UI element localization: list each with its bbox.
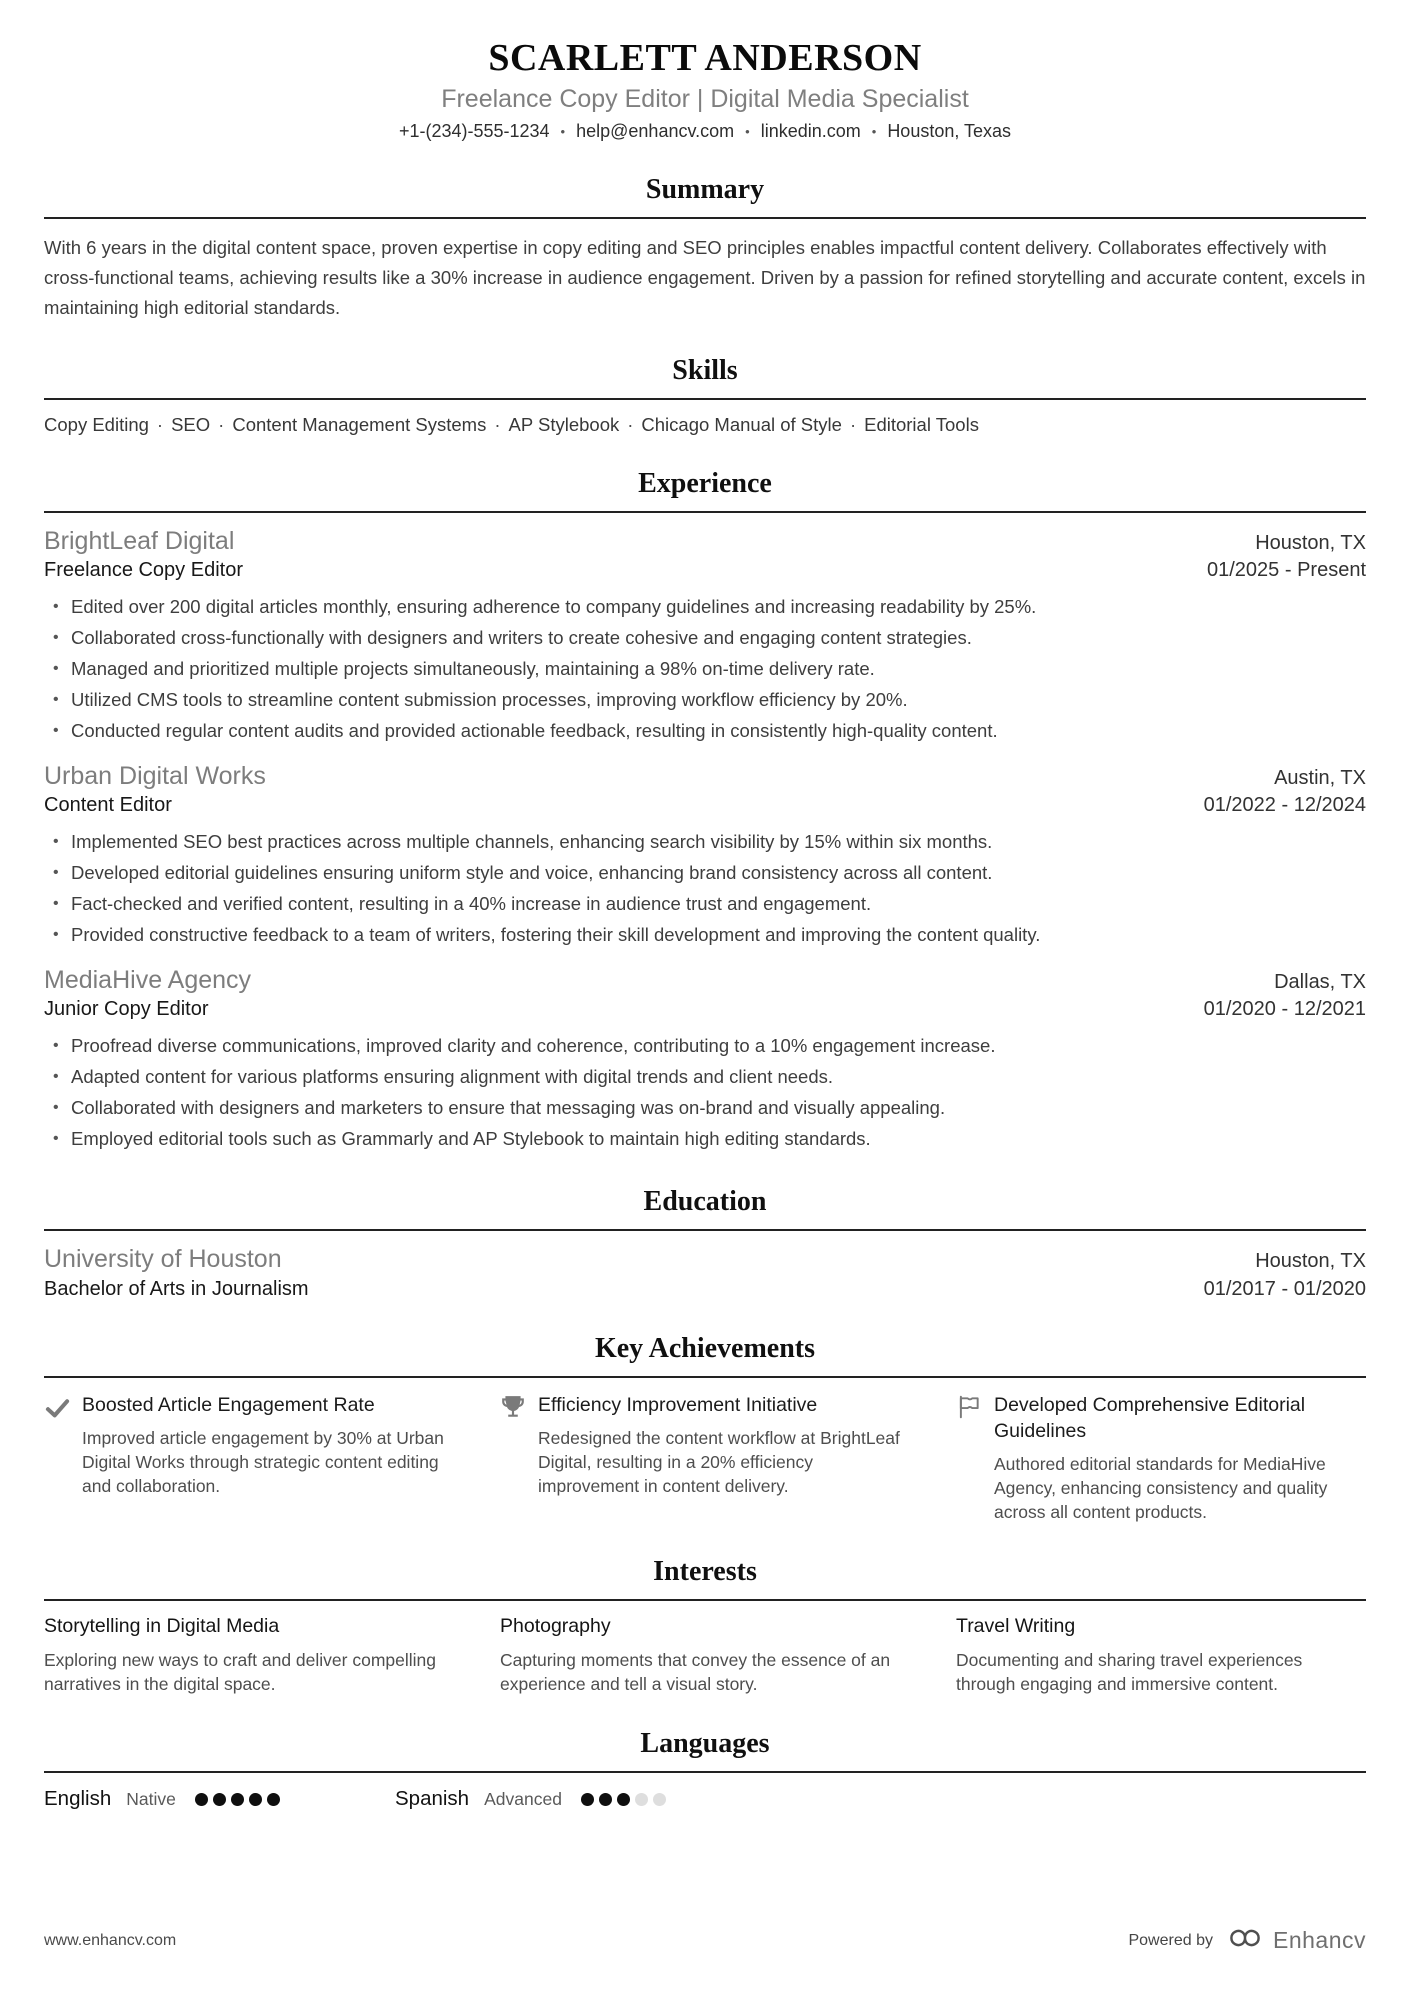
achievement-item — [956, 1392, 1366, 1524]
job-bullet: • Implemented SEO best practices across multiple channels, enhancing search visibility by 15% within six months. — [44, 826, 1366, 857]
job-location: Austin, TX — [1274, 767, 1366, 789]
section-key-achievements — [44, 1333, 1366, 1524]
interest-item — [500, 1615, 910, 1696]
job-bullet: • Collaborated cross-functionally with designers and writers to create cohesive and engaging content strategies. — [44, 622, 1366, 653]
language-proficiency-dots — [581, 1793, 666, 1806]
interests-grid — [44, 1615, 1366, 1696]
contact-separator-dot: • — [871, 124, 877, 139]
section-languages — [44, 1728, 1366, 1811]
job-bullet: • Utilized CMS tools to streamline content submission processes, improving workflow efficiency by 20%. — [44, 684, 1366, 715]
skills-title: Skills — [672, 355, 738, 386]
section-interests — [44, 1556, 1366, 1696]
company-name: MediaHive Agency — [44, 966, 252, 994]
proficiency-dot-filled — [581, 1793, 594, 1806]
person-headline: Freelance Copy Editor | Digital Media Specialist — [441, 85, 969, 113]
language-name: English — [44, 1787, 112, 1810]
job-entry — [44, 966, 1366, 1154]
enhancv-brand-link[interactable] — [1225, 1926, 1366, 1955]
achievements-grid — [44, 1392, 1366, 1524]
interest-item — [956, 1615, 1366, 1696]
proficiency-dot-filled — [213, 1793, 226, 1806]
achievement-title: Developed Comprehensive Editorial Guidelines — [994, 1394, 1306, 1442]
job-bullet: • Conducted regular content audits and provided actionable feedback, resulting in consistently high-quality content. — [44, 715, 1366, 746]
summary-title: Summary — [645, 174, 765, 205]
interest-title: Photography — [500, 1615, 611, 1637]
school-location: Houston, TX — [1255, 1250, 1366, 1272]
skills-separator-dot: · — [218, 414, 225, 435]
section-skills — [44, 355, 1366, 436]
job-bullet: • Provided constructive feedback to a team of writers, fostering their skill development and improving the content quality. — [44, 919, 1366, 950]
skills-separator-dot: · — [627, 414, 634, 435]
section-divider — [44, 1376, 1366, 1378]
job-location: Houston, TX — [1255, 532, 1366, 554]
language-item — [44, 1787, 395, 1811]
contact-row — [44, 121, 1366, 142]
job-title-row — [44, 791, 1366, 817]
proficiency-dot-empty — [653, 1793, 666, 1806]
job-entry — [44, 527, 1366, 746]
language-level: Advanced — [484, 1788, 562, 1809]
job-title-row — [44, 556, 1366, 582]
achievement-title: Boosted Article Engagement Rate — [82, 1394, 375, 1416]
degree-name: Bachelor of Arts in Journalism — [44, 1278, 309, 1300]
job-dates: 01/2022 - 12/2024 — [1203, 794, 1366, 816]
achievement-description: Improved article engagement by 30% at Urban Digital Works through strategic content editing and collaboration. — [82, 1428, 444, 1496]
person-name: SCARLETT ANDERSON — [488, 37, 922, 79]
section-education — [44, 1186, 1366, 1301]
experience-title: Experience — [638, 468, 772, 499]
interest-description: Documenting and sharing travel experiences through engaging and immersive content. — [956, 1650, 1303, 1694]
achievement-description: Redesigned the content workflow at BrightLeaf Digital, resulting in a 20% efficiency improvement in content delivery. — [538, 1428, 900, 1496]
company-name: BrightLeaf Digital — [44, 527, 235, 555]
skill-item: Editorial Tools — [864, 414, 979, 435]
proficiency-dot-filled — [617, 1793, 630, 1806]
proficiency-dot-empty — [635, 1793, 648, 1806]
contact-email[interactable]: help@enhancv.com — [576, 121, 735, 141]
proficiency-dot-filled — [231, 1793, 244, 1806]
achievement-body — [994, 1392, 1366, 1524]
experience-jobs — [44, 527, 1366, 1154]
proficiency-dot-filled — [599, 1793, 612, 1806]
interests-title: Interests — [653, 1556, 757, 1587]
education-entry — [44, 1245, 1366, 1274]
section-divider — [44, 217, 1366, 219]
job-bullet: • Collaborated with designers and marketers to ensure that messaging was on-brand and visually appealing. — [44, 1092, 1366, 1123]
education-dates: 01/2017 - 01/2020 — [1203, 1278, 1366, 1300]
interest-description: Exploring new ways to craft and deliver compelling narratives in the digital space. — [44, 1650, 436, 1694]
section-divider — [44, 1599, 1366, 1601]
flag-icon — [956, 1392, 994, 1425]
section-summary — [44, 174, 1366, 323]
achievement-item — [500, 1392, 910, 1524]
skills-separator-dot: · — [156, 414, 164, 435]
contact-separator-dot: • — [560, 124, 566, 139]
job-bullet: • Managed and prioritized multiple projects simultaneously, maintaining a 98% on-time delivery rate. — [44, 653, 1366, 684]
education-degree-row — [44, 1274, 1366, 1301]
check-icon — [44, 1392, 82, 1426]
language-level: Native — [126, 1788, 176, 1809]
job-header-row — [44, 527, 1366, 556]
language-name: Spanish — [395, 1787, 470, 1810]
skill-item: Copy Editing — [44, 414, 149, 435]
job-bullet: • Edited over 200 digital articles monthly, ensuring adherence to company guidelines and increasing readability by 25%. — [44, 591, 1366, 622]
language-item — [395, 1787, 746, 1811]
trophy-icon — [500, 1392, 538, 1425]
interest-description: Capturing moments that convey the essence of an experience and tell a visual story. — [500, 1650, 891, 1694]
powered-by-label: Powered by — [1128, 1931, 1213, 1949]
job-bullet-list — [44, 1030, 1366, 1154]
achievement-body — [82, 1392, 454, 1498]
languages-row — [44, 1787, 1366, 1811]
footer — [44, 1926, 1366, 1955]
key-achievements-title: Key Achievements — [594, 1333, 816, 1364]
job-title: Freelance Copy Editor — [44, 559, 243, 581]
language-proficiency-dots — [195, 1793, 280, 1806]
job-dates: 01/2025 - Present — [1207, 559, 1366, 581]
skill-item: Content Management Systems — [232, 414, 487, 435]
contact-separator-dot: • — [745, 124, 750, 139]
job-bullet: • Proofread diverse communications, improved clarity and coherence, contributing to a 10% engagement increase. — [44, 1030, 1366, 1061]
languages-title: Languages — [640, 1728, 770, 1759]
contact-phone: +1-(234)-555-1234 — [398, 121, 550, 141]
skill-item: Chicago Manual of Style — [641, 414, 842, 435]
job-bullet: • Adapted content for various platforms ensuring alignment with digital trends and client needs. — [44, 1061, 1366, 1092]
skills-separator-dot: · — [849, 414, 857, 435]
powered-by-block — [1128, 1926, 1366, 1955]
section-experience — [44, 468, 1366, 1154]
skill-item: SEO — [171, 414, 211, 435]
footer-website-link[interactable]: www.enhancv.com — [44, 1931, 177, 1949]
job-bullet: • Fact-checked and verified content, resulting in a 40% increase in audience trust and engagement. — [44, 888, 1366, 919]
job-header-row — [44, 762, 1366, 791]
enhancv-wordmark: Enhancv — [1272, 1927, 1366, 1953]
job-bullet: • Developed editorial guidelines ensuring uniform style and voice, enhancing brand consistency across all content. — [44, 857, 1366, 888]
company-name: Urban Digital Works — [44, 762, 266, 790]
job-entry — [44, 762, 1366, 950]
section-divider — [44, 1229, 1366, 1231]
education-title: Education — [643, 1186, 767, 1217]
job-title: Content Editor — [44, 794, 172, 816]
achievement-description: Authored editorial standards for MediaHive Agency, enhancing consistency and quality across all content products. — [994, 1454, 1328, 1522]
job-bullet: • Employed editorial tools such as Grammarly and AP Stylebook to maintain high editing standards. — [44, 1123, 1366, 1154]
job-dates: 01/2020 - 12/2021 — [1203, 998, 1366, 1020]
contact-linkedin[interactable]: linkedin.com — [760, 121, 861, 141]
summary-text: With 6 years in the digital content space, proven expertise in copy editing and SEO principles enables impactful content delivery. Collaborates effectively with cross-functional teams, achieving results like a 30% increase in audience engagement. Driven by a passion for refined storytelling and accurate content, excels in maintaining high editorial standards. — [44, 237, 1366, 318]
section-divider — [44, 1771, 1366, 1773]
skills-list — [44, 414, 1366, 436]
interest-item — [44, 1615, 454, 1696]
job-bullet-list — [44, 591, 1366, 746]
job-title: Junior Copy Editor — [44, 998, 209, 1020]
job-title-row — [44, 995, 1366, 1021]
section-divider — [44, 511, 1366, 513]
school-name: University of Houston — [44, 1245, 282, 1273]
job-location: Dallas, TX — [1274, 971, 1366, 993]
proficiency-dot-filled — [267, 1793, 280, 1806]
job-header-row — [44, 966, 1366, 995]
achievement-body — [538, 1392, 910, 1498]
proficiency-dot-filled — [249, 1793, 262, 1806]
section-divider — [44, 398, 1366, 400]
interest-title: Storytelling in Digital Media — [44, 1615, 280, 1637]
achievement-item — [44, 1392, 454, 1524]
interest-title: Travel Writing — [956, 1615, 1076, 1637]
job-bullet-list — [44, 826, 1366, 950]
enhancv-logo-icon — [1225, 1926, 1265, 1955]
skills-separator-dot: · — [494, 414, 501, 435]
contact-location: Houston, Texas — [887, 121, 1012, 141]
proficiency-dot-filled — [195, 1793, 208, 1806]
skill-item: AP Stylebook — [508, 414, 620, 435]
achievement-title: Efficiency Improvement Initiative — [538, 1394, 818, 1416]
